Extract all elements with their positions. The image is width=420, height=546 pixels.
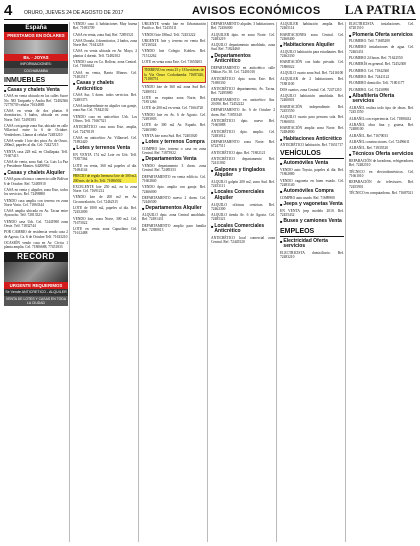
square-bullet-icon: ■ xyxy=(142,157,145,163)
category-label: Departamentos Venta xyxy=(145,156,197,163)
advert-espana xyxy=(4,24,68,74)
highlighted-classified-ad: PRECIO de regalo hermoso lote de 300 m2, 200 mts. de la Av. Telf. 71696502 xyxy=(73,174,137,183)
category-heading xyxy=(4,171,68,177)
square-bullet-icon: ■ xyxy=(73,81,76,87)
category-heading xyxy=(349,152,414,158)
category-label: Automóviles Compra xyxy=(283,188,334,195)
classified-ad: PLOMERO. Telf. 71685200 xyxy=(349,39,390,44)
classified-ad: ALBAÑIL con experiencia. Cel. 71880432 xyxy=(349,116,412,121)
classified-ad: URGENTE lote y terreno en venta Ref. 67216524 xyxy=(142,38,206,48)
classified-ad: VENTA casa 228 m2, en Challapata. Telf. 71607413 xyxy=(4,149,68,158)
category-heading xyxy=(142,157,206,163)
classified-ad: PLOMERO domicilio. Telf. 71801177 xyxy=(349,81,405,86)
category-label: Casas y chalets Anticrético xyxy=(76,80,114,92)
classified-ad: CASA en venta, zona Sud, Ref. 72891521 xyxy=(73,32,134,37)
advert-espana-line3: INFORMACIONES: xyxy=(4,61,68,68)
square-bullet-icon: ■ xyxy=(349,32,352,38)
classified-ad: TÉCNICO en computadoras. Ref. 71687021 xyxy=(349,190,414,195)
classified-ad: CASA en anticrético Av. Villarroel. Cel. 71892420 xyxy=(73,135,137,145)
square-bullet-icon: ■ xyxy=(4,87,7,93)
classified-ad: DEPARTAMENTO alquiler, 3 habitaciones. Ref. 72456000 xyxy=(211,22,275,31)
classified-ad: CASA para oficina o comercio calle Bolívar 6 de Octubre. Ref. 72483910 xyxy=(4,177,68,186)
classified-ad: CASA en venta y alquiler, zona Este, todos los servicios. Ref. 72498800 xyxy=(4,187,68,197)
category-heading xyxy=(142,140,206,146)
category-label: Departamentos Alquiler xyxy=(145,205,202,212)
category-heading xyxy=(211,190,275,201)
classified-ad: ALBAÑIL construcciones. Cel. 72496611 xyxy=(349,139,410,144)
classified-ad: LOTE en venta zona Este. Cel. 71650203 xyxy=(142,60,202,65)
advert-espana-photo xyxy=(4,40,68,54)
classified-ad: COMPRO lote, terreno o casa en zona Central. Ref. 71873922 xyxy=(142,146,206,156)
classified-ad: VENDO lote de 360 m2 zona Sud Ref. 72480512 xyxy=(142,85,206,94)
square-bullet-icon: ■ xyxy=(280,202,283,208)
newspaper-brand: LA PATRIA xyxy=(344,2,416,17)
classified-ad: VENDO vagoneta en buen estado. Cel. 72483140 xyxy=(280,178,344,187)
classified-ad: CASA Dorada, 4 dormitorios, 2 baños, zona Norte Ref. 71641218 xyxy=(73,38,137,48)
column-5-ads xyxy=(280,22,344,260)
classified-ad: ALQUILO tienda Av. 6 de Agosto. Cel. 72485321 xyxy=(211,213,275,222)
classified-ad: ANTICRÉTICO local comercial zona Central. Ref. 72445520 xyxy=(211,235,275,245)
category-label: Locales Comerciales Anticrético xyxy=(214,222,265,235)
classified-ad: OCASIÓN vendo casa en Av. Cívica 1 planta amplia. Cel. 71806688, 77451833 xyxy=(4,240,68,250)
classified-ad: VENTA lote zona Sud. Ref. 72403020 xyxy=(142,133,198,138)
square-bullet-icon: ■ xyxy=(73,146,76,152)
square-bullet-icon: ■ xyxy=(280,161,283,167)
classified-ad: ALQUILO oficinas centricas. Ref. 72462300 xyxy=(211,202,275,211)
classified-ad: CASA de venta, zona Sud. Ca. Luis La Paz y Presidente Montes. 64200962 xyxy=(4,160,68,169)
advert-record-line2: Se Vende ANTICRETICO - ALQUILER xyxy=(5,290,67,294)
category-heading xyxy=(73,146,137,152)
classified-ad: ALQUILO galpón 200 m2, zona Sud. Ref. 72453111 xyxy=(211,179,275,189)
classified-ad: VENDO lote en Av. 6 de Agosto. Cel. 72493003 xyxy=(142,112,206,122)
category-heading xyxy=(211,168,275,179)
classified-ad: VENDO casa Urb. Cel. 72441980 zona Oeste. Telf. 71832744 xyxy=(4,219,68,229)
classified-ad: ANTICRÉTICO dpto. zona Este. Ref. 71690330 xyxy=(211,76,275,85)
classified-ad: VENDO dpto. amplio con garaje. Ref. 72466000 xyxy=(142,185,206,194)
square-bullet-icon: ■ xyxy=(280,136,283,142)
square-bullet-icon: ■ xyxy=(211,167,214,173)
classifieds-columns xyxy=(4,22,416,542)
category-label: Departamentos Anticrético xyxy=(214,52,251,65)
category-label: Lotes y terrenos Venta xyxy=(76,145,131,152)
classified-ad: ELECTRICISTA instalaciones. Cel. 67201510 xyxy=(349,22,414,31)
advert-record-title: RECORD xyxy=(4,252,68,262)
classified-ad: VENDO lote 180m2. Telf. 72453222 xyxy=(142,32,196,37)
section-title: AVISOS ECONÓMICOS xyxy=(192,5,321,17)
classified-ad: ANTICRÉTICO dpto. nuevo Ref. 71665888 xyxy=(211,118,275,128)
category-label: Albañilería Oferta servicios xyxy=(352,92,395,105)
square-bullet-icon: ■ xyxy=(280,43,283,49)
category-heading xyxy=(280,43,344,49)
classified-ad: PLOMERÍA en general. Ref. 72452300 xyxy=(349,62,407,67)
classified-ad: CASA en venta ubicada en Av. Mayo, 2 plantas 4 dormit. Telf. 72482102 xyxy=(73,49,137,58)
classified-ad: TÉCNICO en electrodomésticos. Cel. 71661010 xyxy=(349,169,414,178)
classified-ad: DOS cuartos, zona Central. Cel. 72471210 xyxy=(280,87,342,92)
classified-ad: HABITACIONES zona Central. Cel. 72468400 xyxy=(280,32,344,41)
classified-ad: ALQUILO habitación para estudiantes. Ref. 72462330 xyxy=(280,49,344,59)
masthead xyxy=(4,2,416,18)
square-bullet-icon: ■ xyxy=(211,53,214,59)
square-bullet-icon: ■ xyxy=(211,223,214,229)
advert-record-line3: VENTA DE LOTES Y CASAS EN TODA LA CIUDAD xyxy=(4,296,68,306)
classified-ad: VENDO lote Colegio Kohlen. Ref. 71512262 xyxy=(142,49,206,58)
category-heading xyxy=(280,239,344,250)
classified-ad: ALBAÑIL obra fina y gruesa. Ref. 72488100 xyxy=(349,122,414,132)
classified-ad: DEPARTAMENTO zona Norte. Ref. 67247511 xyxy=(211,140,275,149)
classified-ad: VENDO lote, zona Norte, 300 m2. Cel. 71675022 xyxy=(73,216,137,225)
classified-ad: VENDO casa en anticrético Urb. Los Olivos. Telf. 71667521 xyxy=(73,114,137,123)
column-2-ads xyxy=(73,22,137,236)
page-number: 4 xyxy=(4,2,13,19)
square-bullet-icon: ■ xyxy=(349,152,352,158)
category-label: Galpones y tinglados Alquiler xyxy=(214,166,265,179)
category-label: Técnicos Oferta servicios xyxy=(352,151,414,158)
column-2 xyxy=(73,22,139,542)
category-label: Automóviles Venta xyxy=(283,160,329,167)
advert-espana-line1: PRESTAMOS EN DÓLARES xyxy=(4,32,68,40)
classified-ad: REPARACIÓN de lavadoras, refrigeradores. Ref. 72482510 xyxy=(349,159,414,168)
classified-ad: CASA en venta de dos plantas 8 dormitorios, 3 baños, ubicada en zona Norte. Telf. 72491583 xyxy=(4,109,68,122)
category-label: Habitaciones Alquiler xyxy=(283,42,335,49)
classified-ad: ELECTRICISTA domiciliario. Ref. 72483210 xyxy=(280,251,344,260)
classified-ad: ALQUILER de 2 habitaciones. Ref. 71881100 xyxy=(280,77,344,86)
classified-ad: EN VENTA jeep modelo 2010. Ref. 72455432 xyxy=(280,208,344,217)
classified-ad: VENDO casa 4 habitaciones Muy buena Ref. 71693709 xyxy=(73,22,137,31)
classified-ad: ANTICRÉTICO departamento, Av. Tacna. Ref. 72495880 xyxy=(211,87,275,96)
classified-ad: VENDO casa amplia con terreno en zona Norte Vinto. Cel. 71863344 xyxy=(4,198,68,207)
classified-ad: HABITACIÓN amplia zona Norte. Ref. 72484800 xyxy=(280,125,344,135)
classified-ad: ALBAÑIL. Ref. 71835520 xyxy=(349,146,388,151)
advert-espana-line2: Bs. · JOYAS xyxy=(4,54,68,62)
classified-ad: ALQUILO dpto. zona Central amoblado. Ref. 72491431 xyxy=(142,212,206,222)
square-bullet-icon: ■ xyxy=(280,219,283,225)
classified-ad: CASA independiente en alquiler con garaje, zona Sur. Cel. 71842102 xyxy=(73,104,137,113)
category-heading xyxy=(280,161,344,167)
masthead-rule xyxy=(4,19,416,20)
classified-ad: ALQUILER habitación amplia. Ref. 72465114 xyxy=(280,22,344,31)
classified-ad: PLOMERO. Ref. 72441122 xyxy=(349,74,390,79)
category-label: Habitaciones Anticrético xyxy=(283,135,342,142)
column-1 xyxy=(4,22,70,542)
classified-ad: VENDO lote de 200 m2 en Av. Circunvalación, Cel. 72462315 xyxy=(73,195,137,204)
classified-ad: VENDO auto Toyota, papeles al día. Ref. 71862880 xyxy=(280,168,344,177)
classified-ad: PLOMERO. Cel. 72430990 xyxy=(349,87,390,92)
column-5 xyxy=(280,22,346,542)
square-bullet-icon: ■ xyxy=(280,238,283,244)
category-heading xyxy=(280,137,344,143)
classified-ad: CASA Sur, 3 dorm. todos servicios. Ref. 72485373 xyxy=(73,93,137,102)
classified-ad: DEPARTAMENTO Av. 6 de Octubre 2 dorm. Ref. 71855340 xyxy=(211,108,275,117)
classified-ad: VENDO departamento 3 dorm. zona Central. Ref. 72485333 xyxy=(142,164,206,173)
advert-record-photo xyxy=(4,262,68,282)
column-3-ads xyxy=(142,22,206,232)
category-label: Jeeps y vagonetas Venta xyxy=(283,201,343,208)
classified-ad: ANTICRÉTICO casa zona Este, amplia, Cel. 72478119 xyxy=(73,125,137,134)
advert-record xyxy=(4,252,68,306)
category-heading xyxy=(4,88,68,94)
category-heading xyxy=(211,54,275,65)
classified-ad: CASA vendo 1 lote dos pisos Av. de Oruro, 200m2, papeles al día. Cel: 72427215 xyxy=(4,138,68,148)
square-bullet-icon: ■ xyxy=(4,170,7,176)
classified-ad: CASA con garaje zona Sur, ubicado en calle Villavisol entre la 6 de Octubre. Vendedores. Llamar al celular 72483210 xyxy=(4,124,68,137)
classified-ad: ALBAÑIL. Ref. 71670033 xyxy=(349,133,388,138)
classified-ad: COMPRO auto usado. Ref. 71689900 xyxy=(280,195,335,200)
column-6 xyxy=(349,22,415,542)
classified-ad: DEPARTAMENTO amplio para familia Ref. 72380013 xyxy=(142,223,206,232)
highlighted-classified-ad: TERRENO en venta 25 y 18 hectáreas de la Vía Oruro Cochabamba 71687426, 71180751 xyxy=(142,66,206,83)
classified-ad: LOTE en esquina zona Norte, Ref. 71851266 xyxy=(142,95,206,105)
classified-ad: ALBAÑIL realiza todo tipo de obras. Ref. 72451550 xyxy=(349,106,414,115)
category-label: Lotes y terrenos Compra xyxy=(145,139,205,146)
classified-ad: ANTICRÉTICO dpto. Ref. 71802121 xyxy=(211,150,266,155)
section-heading: INMUEBLES xyxy=(4,77,68,86)
classified-ad: HABITACIÓN independiente. Ref. 72455550 xyxy=(280,104,344,114)
category-heading xyxy=(280,189,344,195)
classified-ad: EXCELENTE lote 250 m2, en la zona Norte. Cel. 71691212 xyxy=(73,184,137,194)
category-label: Buses y camiones Venta xyxy=(283,218,342,225)
classified-ad: PLOMERO 24 horas. Ref. 71622550 xyxy=(349,56,403,61)
classified-ad: PLOMERO. Cel. 71842360 xyxy=(349,68,390,73)
classified-ad: ALQUILO cuarto zona Sud. Ref. 72416100 xyxy=(280,70,344,75)
classified-ad: DEPARTAMENTO en venta edificio. Cel. 71602840 xyxy=(142,174,206,183)
advert-record-line1: URGENTE REQUERIMOS xyxy=(4,282,68,290)
square-bullet-icon: ■ xyxy=(280,189,283,195)
classified-ad: CASA en venta ubicado en las calles Sucre No. 585 Tarqueña y Ancha Ref. 72402366 72770739 celular 71634885 xyxy=(4,94,68,107)
classified-ad: CASA amplia ubicada en Av. Tacna entre Ayacucho. Telf. 72813321 xyxy=(4,209,68,218)
advert-espana-line4: COCHABAMBA xyxy=(4,68,68,74)
classified-ad: LOTE en venta, 360 m2 papeles al día. 71694144 xyxy=(73,163,137,172)
classified-ad: PLOMERO instalaciones de agua. Cel. 72465431 xyxy=(349,45,414,54)
column-1-ads xyxy=(4,77,68,250)
classified-ad: LOTE de 1000 m2, papeles al día. Ref. 72452000 xyxy=(73,205,137,215)
classified-ad: URGENTE vendo lote en Urbanización Pacifico. Ref. 72435111 xyxy=(142,22,206,31)
classified-ad: LOTE de 200 m2 en venta. Cel. 71664720 xyxy=(142,106,204,111)
classified-ad: VENDO casa en Ca. Bolívar, zona Central. Cel. 71666642 xyxy=(73,60,137,69)
column-3 xyxy=(142,22,208,542)
category-label: Locales Comerciales Alquiler xyxy=(214,189,265,201)
column-4-ads xyxy=(211,22,275,245)
square-bullet-icon: ■ xyxy=(349,93,352,99)
classified-ad: ALQUILER dpto. en zona Norte. Cel. 72483219 xyxy=(211,32,275,41)
column-6-ads xyxy=(349,22,414,195)
category-heading xyxy=(280,219,344,225)
classified-ad: ANTICRÉTICO dpto. amplio. Cel. 72483012 xyxy=(211,129,275,138)
classified-ad: ALQUILO habitación amoblada. Ref. 72460001 xyxy=(280,94,344,103)
classified-ad: REPARACIÓN de televisores. Ref. 72455901 xyxy=(349,180,414,189)
category-heading xyxy=(280,202,344,208)
classified-ad: LOTE en venta zona Capuchino Cel. 71612488 xyxy=(73,227,137,236)
classified-ad: HABITACIÓN con baño privado. Cel. 71880022 xyxy=(280,60,344,69)
column-4 xyxy=(211,22,277,542)
classified-ad: DEPARTAMENTO en anticrético $us. 20.000. Ref. 72452222 xyxy=(211,97,275,107)
classified-ad: DEPARTAMENTO nuevo 2 dorm. Cel. 72446500 xyxy=(142,195,206,205)
square-bullet-icon: ■ xyxy=(211,190,214,196)
classified-ad: EN VENTA 174 m2 Lote en Urb. Telf. 71857364 xyxy=(73,153,137,162)
category-heading xyxy=(142,206,206,212)
category-label: Plomería Oferta servicios xyxy=(352,31,413,38)
classified-ad: LOTE de 300 m2 Av. España. Ref. 72465080 xyxy=(142,123,206,132)
advert-espana-title: España xyxy=(4,24,68,32)
category-heading xyxy=(211,224,275,235)
classified-ad: DEPARTAMENTO en anticrético calle Oblitas No. 30. Cel. 72401010 xyxy=(211,65,275,75)
square-bullet-icon: ■ xyxy=(142,206,145,212)
category-label: Casas y chalets Venta xyxy=(7,86,60,93)
category-label: Electricidad Oferta servicios xyxy=(283,237,328,250)
classified-ad: ANTICRÉTICO departamento Ref. 72411030 xyxy=(211,157,275,166)
dateline: ORURO, JUEVES 24 DE AGOSTO DE 2017 xyxy=(24,10,124,16)
category-heading xyxy=(349,33,414,39)
classified-ad: POR CAMBIO de residencia vendo casa 2 de Agosto, Ca. 6 de Octubre Telf. 71633210 xyxy=(4,230,68,239)
classified-ad: ALQUILO departamento amoblado, zona Sud. Ref. 71824460 xyxy=(211,43,275,52)
category-heading xyxy=(73,81,137,92)
classified-ad: CASA en venta, Barrio Minero. Cel. 71402517 xyxy=(73,70,137,79)
classified-ad: ALQUILO cuarto para persona sola. Ref. 71860033 xyxy=(280,115,344,124)
classified-ad: ANTICRÉTICO habitación. Ref. 71651717 xyxy=(280,143,343,148)
category-heading xyxy=(349,94,414,105)
square-bullet-icon: ■ xyxy=(142,140,145,146)
category-label: Casas y chalets Alquiler xyxy=(7,169,65,176)
section-heading: EMPLEOS xyxy=(280,228,344,237)
section-heading: VEHÍCULOS xyxy=(280,150,344,159)
